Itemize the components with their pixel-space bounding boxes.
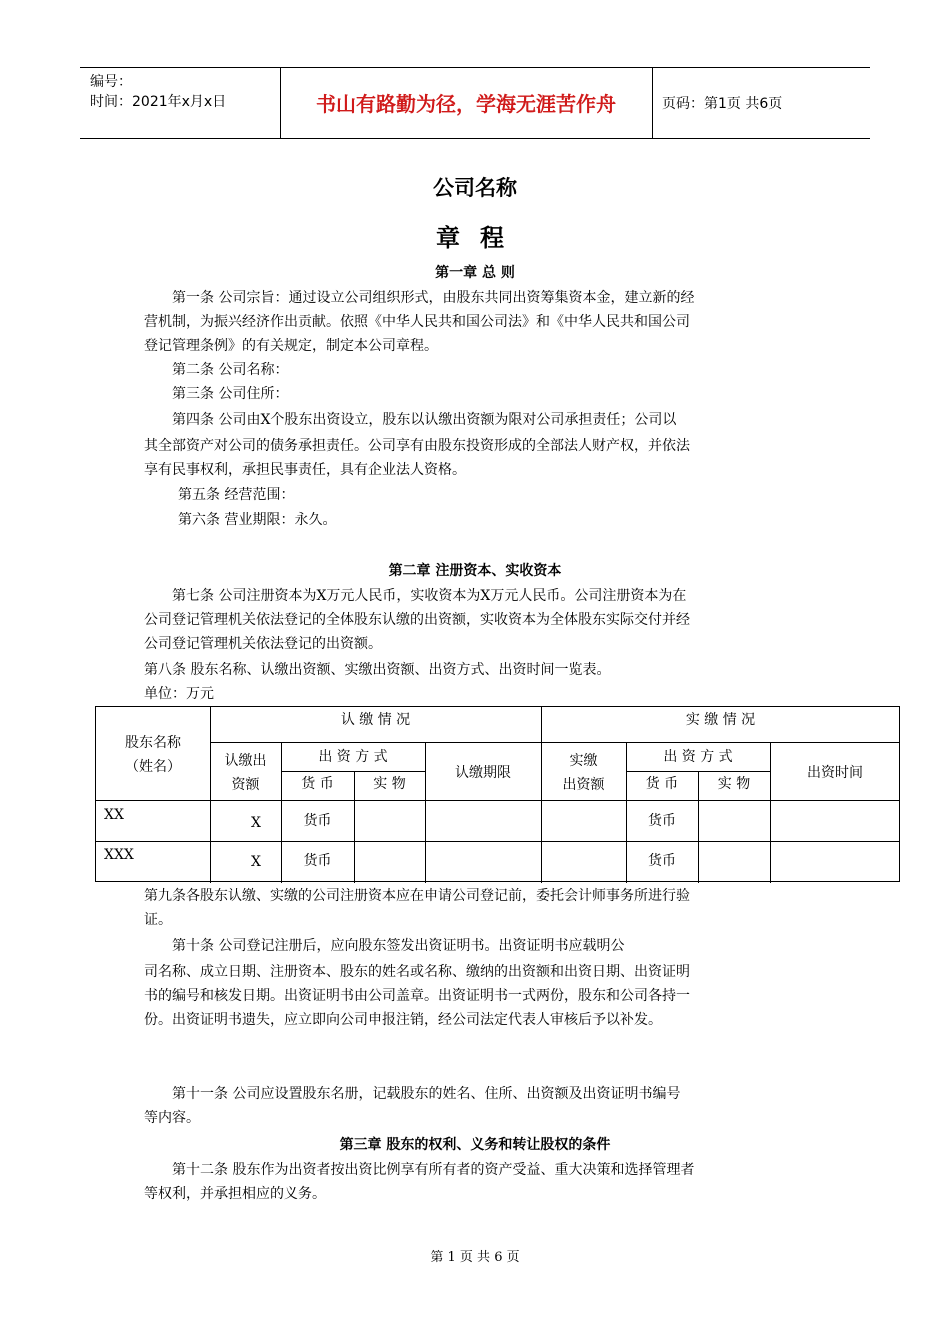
table-row-2-currency: 货币 [303,853,332,869]
article-7-line-2: 公司登记管理机关依法登记的全体股东认缴的出资额，实收资本为全体股东实际交付并经 [144,612,690,628]
article-6: 第六条 营业期限：永久。 [178,512,337,528]
header-page-info: 页码：第1页 共6页 [662,96,783,112]
chapter-2-heading: 第二章 注册资本、实收资本 [388,563,562,579]
header-kind: 实 物 [373,776,406,792]
table-row-1-name: XX [104,807,124,823]
article-11-line-2: 等内容。 [144,1110,200,1126]
document-time: 时间：2021年x月x日 [90,94,227,110]
header-paid-amount-1: 实缴 [569,753,598,769]
article-4-line-3: 享有民事权利，承担民事责任，具有企业法人资格。 [144,462,466,478]
page-footer: 第 1 页 共 6 页 [430,1250,520,1265]
article-7-line-3: 公司登记管理机关依法登记的出资额。 [144,636,382,652]
company-name: 公司名称 [433,176,517,200]
table-row-2-amount: X [251,854,261,870]
document-number: 编号： [90,74,132,90]
article-11-line-1: 第十一条 公司应设置股东名册，记载股东的姓名、住所、出资额及出资证明书编号 [172,1086,681,1102]
table-row-2-name: XXX [104,847,134,863]
header-sub-date: 认缴期限 [455,765,511,781]
header-method-2: 出 资 方 式 [663,749,733,765]
article-12-line-2: 等权利，并承担相应的义务。 [144,1186,326,1202]
article-10-line-2: 司名称、成立日期、注册资本、股东的姓名或名称、缴纳的出资额和出资日期、出资证明 [144,964,690,980]
unit-label: 单位：万元 [144,686,214,702]
article-8: 第八条 股东名称、认缴出资额、实缴出资额、出资方式、出资时间一览表。 [144,662,611,678]
header-motto: 书山有路勤为径，学海无涯苦作舟 [280,68,653,138]
table-row-1-amount: X [251,815,261,831]
header-paid-time: 出资时间 [807,765,863,781]
chapter-3-heading: 第三章 股东的权利、义务和转让股权的条件 [339,1137,611,1153]
shareholder-table [95,706,900,882]
article-5: 第五条 经营范围： [178,487,295,503]
article-1-line-2: 营机制，为振兴经济作出贡献。依照《中华人民共和国公司法》和《中华人民共和国公司 [144,314,690,330]
header-method: 出 资 方 式 [318,749,388,765]
article-1-line-1: 第一条 公司宗旨：通过设立公司组织形式，由股东共同出资筹集资本金，建立新的经 [172,290,695,306]
article-10-line-3: 书的编号和核发日期。出资证明书由公司盖章。出资证明书一式两份，股东和公司各持一 [144,988,690,1004]
table-row-1-currency: 货币 [303,813,332,829]
header-name-1: 股东名称 [125,735,181,751]
article-2: 第二条 公司名称： [172,362,289,378]
article-4-line-2: 其全部资产对公司的债务承担责任。公司享有由股东投资形成的全部法人财产权，并依法 [144,438,690,454]
article-12-line-1: 第十二条 股东作为出资者按出资比例享有所有者的资产受益、重大决策和选择管理者 [172,1162,695,1178]
page-header [80,67,870,139]
article-1-line-3: 登记管理条例》的有关规定，制定本公司章程。 [144,338,438,354]
header-name-2: （姓名） [125,759,181,775]
header-sub-amount-1: 认缴出 [224,753,267,769]
article-9-line-1: 第九条各股东认缴、实缴的公司注册资本应在申请公司登记前，委托会计师事务所进行验 [144,888,690,904]
document-title: 章程 [436,224,524,252]
header-sub-amount-2: 资额 [231,777,260,793]
header-subscribed: 认 缴 情 况 [340,712,411,728]
table-row-1-currency-2: 货币 [648,813,676,829]
article-4-line-1: 第四条 公司由X个股东出资设立，股东以认缴出资额为限对公司承担责任；公司以 [172,412,677,428]
article-10-line-1: 第十条 公司登记注册后，应向股东签发出资证明书。出资证明书应载明公 [172,938,625,954]
article-9-line-2: 证。 [144,912,172,928]
header-paid-amount-2: 出资额 [562,777,605,793]
article-10-line-4: 份。出资证明书遗失，应立即向公司申报注销，经公司法定代表人审核后予以补发。 [144,1012,662,1028]
table-row-2-currency-2: 货币 [648,853,676,869]
header-currency-2: 货 币 [645,776,679,792]
header-paid: 实 缴 情 况 [685,712,756,728]
header-kind-2: 实 物 [717,776,751,792]
header-currency: 货 币 [301,776,334,792]
chapter-1-heading: 第一章 总 则 [435,265,515,281]
header-meta [80,68,281,138]
article-3: 第三条 公司住所： [172,386,289,402]
article-7-line-1: 第七条 公司注册资本为X万元人民币，实收资本为X万元人民币。公司注册资本为在 [172,588,687,604]
